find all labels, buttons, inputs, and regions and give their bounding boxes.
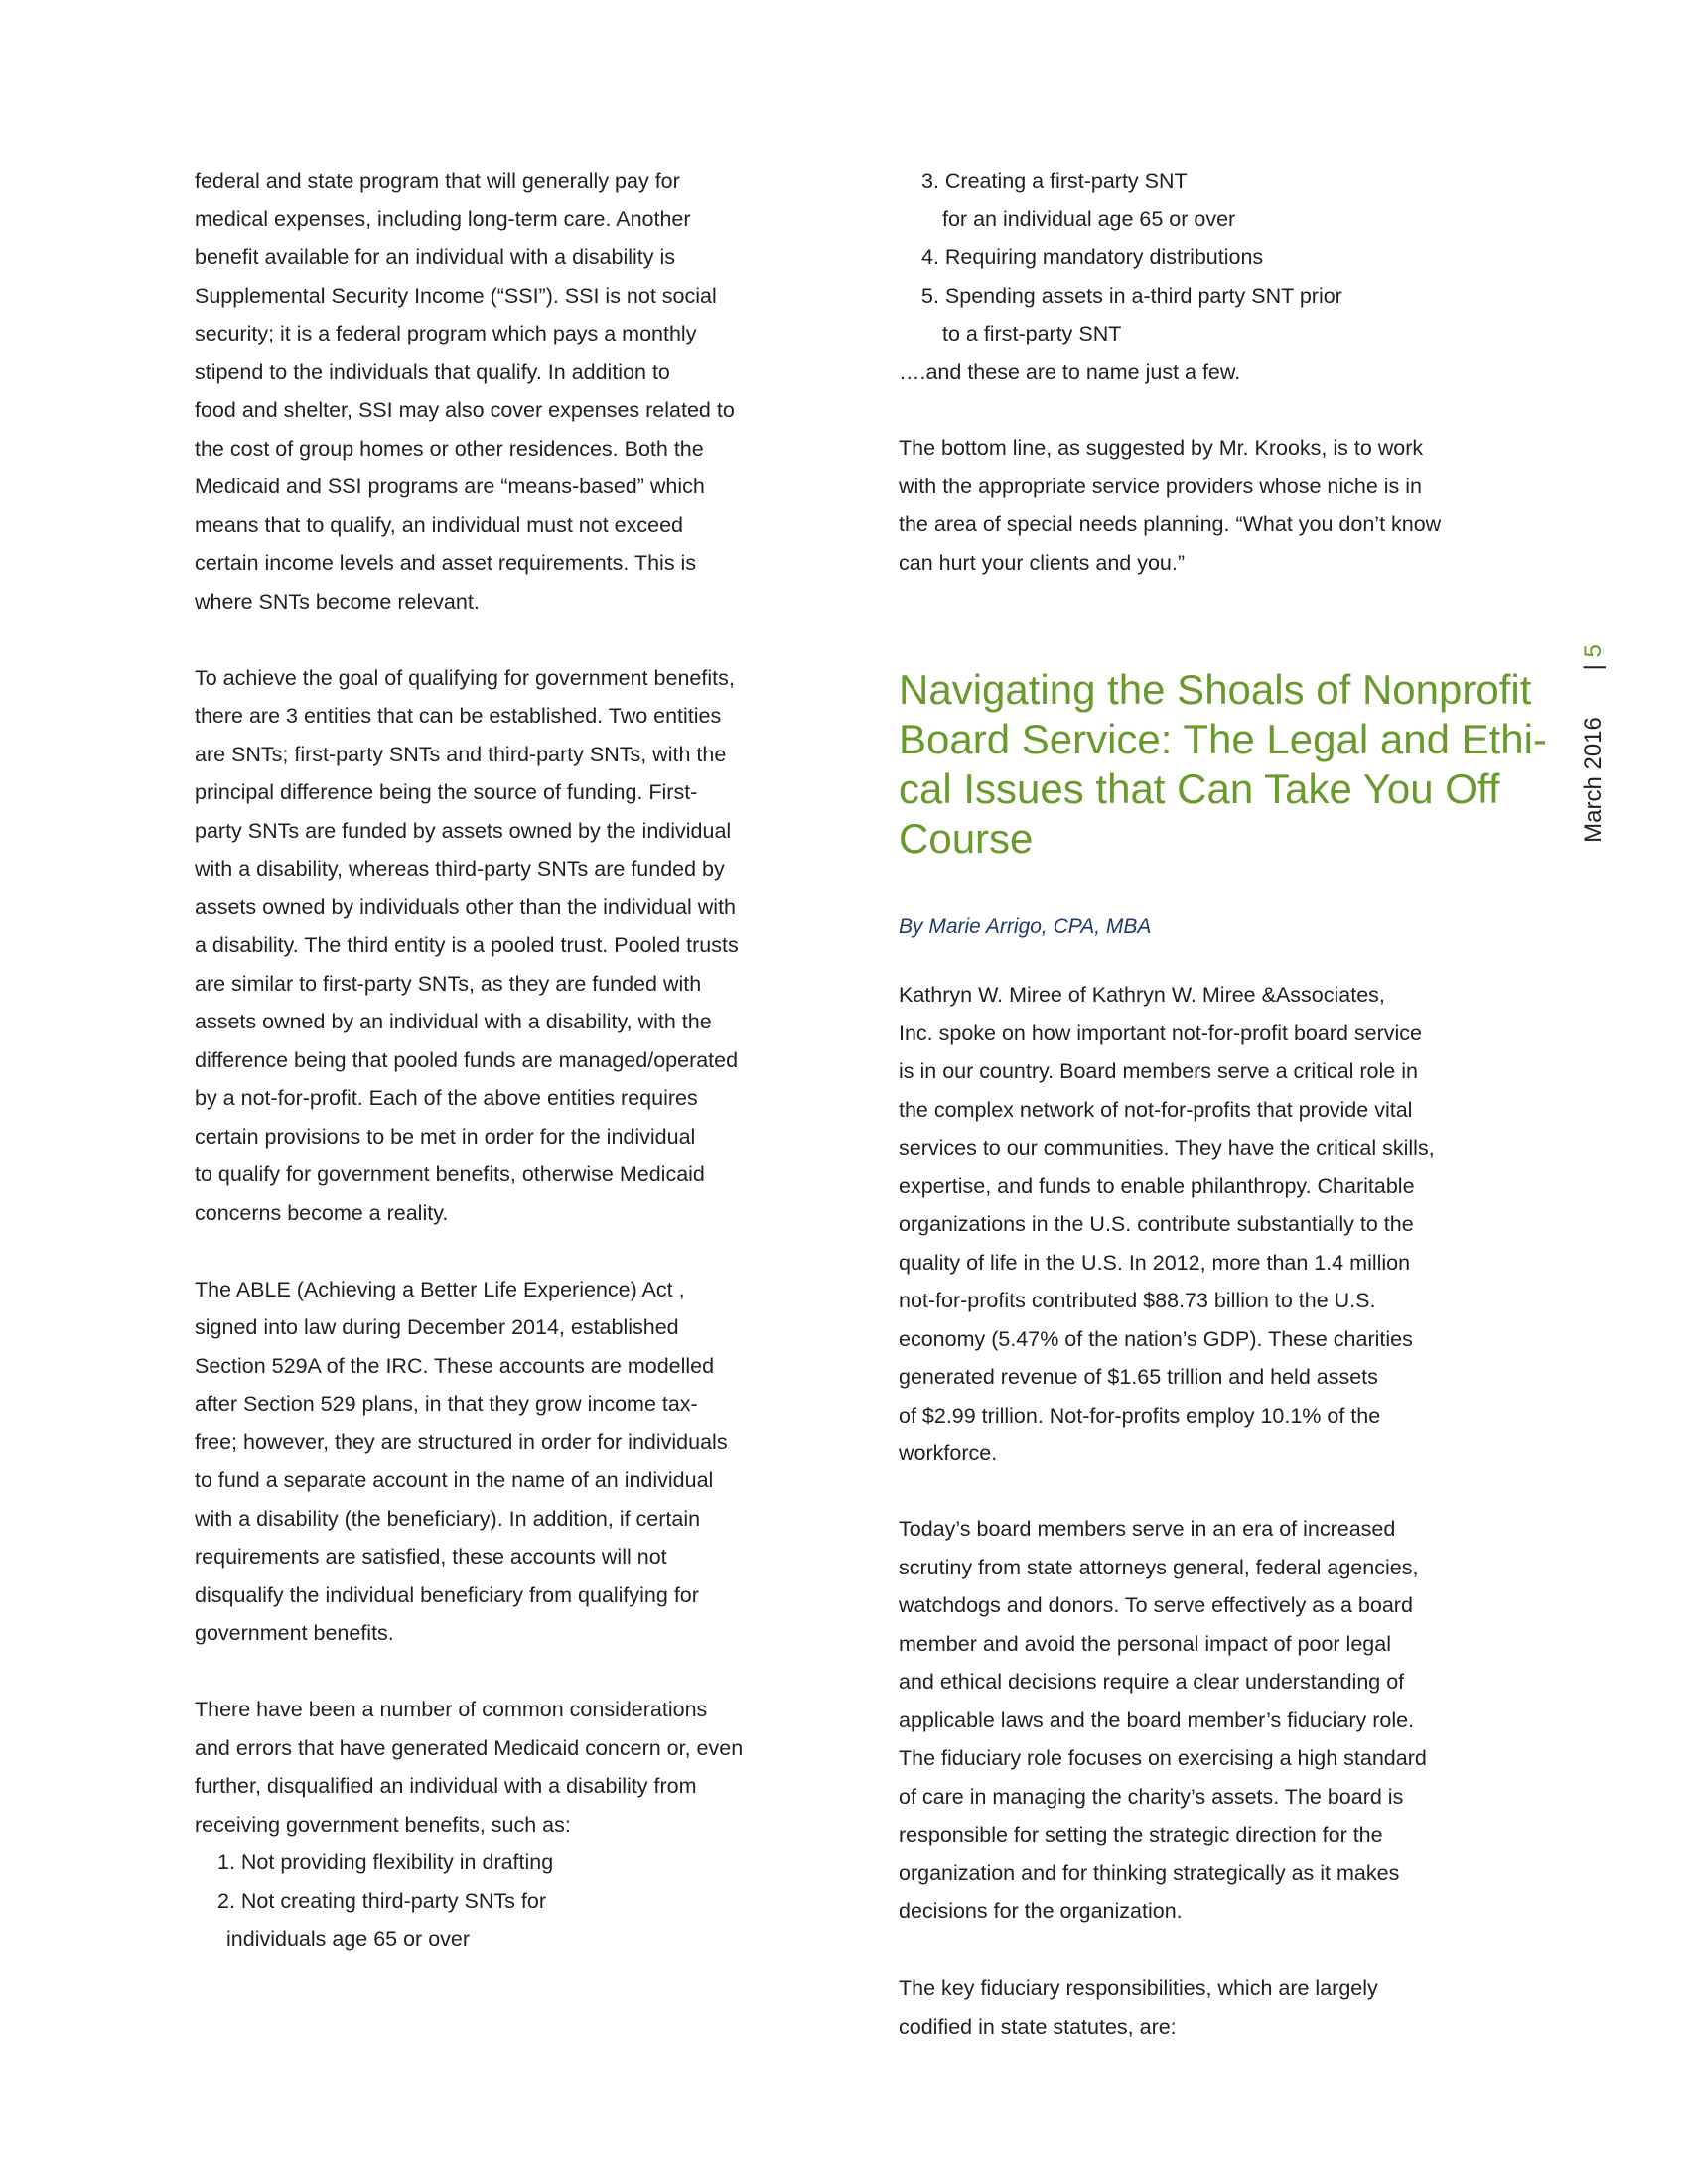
list-item: to a first-party SNT: [942, 322, 1122, 345]
article-title-line: cal Issues that Can Take You Off: [899, 765, 1500, 812]
issue-date: March 2016: [1580, 717, 1607, 843]
left-paragraph-2: [195, 659, 739, 1233]
list-item: 5. Spending assets in a-third party SNT prior: [921, 283, 1342, 308]
article-paragraph-2: [899, 1510, 1427, 1931]
text-line: The bottom line, as suggested by Mr. Krooks, is to work: [899, 436, 1424, 460]
text-line: there are 3 entities that can be established. Two entities: [195, 704, 722, 728]
text-line: of care in managing the charity’s assets. The board is: [899, 1784, 1404, 1809]
text-line: decisions for the organization.: [899, 1899, 1183, 1923]
text-line: to qualify for government benefits, otherwise Medicaid: [195, 1162, 705, 1186]
bottom-line-paragraph: [899, 429, 1441, 582]
text-line: after Section 529 plans, in that they grow income tax-: [195, 1392, 698, 1416]
text-line: stipend to the individuals that qualify. In addition to: [195, 359, 670, 384]
text-line: a disability. The third entity is a pooled trust. Pooled trusts: [195, 933, 739, 957]
text-line: are similar to first-party SNTs, as they are funded with: [195, 971, 702, 996]
left-paragraph-4: [195, 1691, 743, 1843]
text-line: scrutiny from state attorneys general, federal agencies,: [899, 1555, 1419, 1579]
text-line: benefit available for an individual with a disability is: [195, 245, 676, 269]
text-line: watchdogs and donors. To serve effectively as a board: [899, 1593, 1413, 1617]
text-line: There have been a number of common considerations: [195, 1698, 708, 1721]
article-paragraph-3: [899, 1970, 1378, 2046]
text-line: requirements are satisfied, these accounts will not: [195, 1545, 667, 1569]
text-line: economy (5.47% of the nation’s GDP). These charities: [899, 1326, 1413, 1351]
text-line: Section 529A of the IRC. These accounts are modelled: [195, 1353, 715, 1378]
left-paragraph-3: [195, 1271, 728, 1653]
list-item: for an individual age 65 or over: [942, 206, 1236, 231]
article-title-line: Course: [899, 815, 1034, 862]
text-line: Medicaid and SSI programs are “means-based” which: [195, 475, 705, 498]
text-line: codified in state statutes, are:: [899, 2014, 1177, 2039]
text-line: by a not-for-profit. Each of the above entities requires: [195, 1086, 698, 1110]
text-line: assets owned by an individual with a disability, with the: [195, 1010, 712, 1033]
separator: |: [1580, 664, 1607, 671]
text-line: certain provisions to be met in order for the individual: [195, 1124, 696, 1149]
text-line: organizations in the U.S. contribute substantially to the: [899, 1212, 1414, 1236]
text-line: workforce.: [899, 1441, 998, 1465]
text-line: government benefits.: [195, 1621, 394, 1645]
text-line: concerns become a reality.: [195, 1200, 449, 1225]
text-line: member and avoid the personal impact of poor legal: [899, 1631, 1391, 1656]
article-title-line: Navigating the Shoals of Nonprofit: [899, 666, 1532, 713]
text-line: principal difference being the source of funding. First-: [195, 780, 698, 804]
text-line: party SNTs are funded by assets owned by the individual: [195, 818, 732, 843]
text-line: security; it is a federal program which pays a monthly: [195, 322, 697, 345]
text-line: difference being that pooled funds are managed/operated: [195, 1047, 739, 1072]
list-item: ….and these are to name just a few.: [899, 359, 1241, 384]
text-line: The key fiduciary responsibilities, which are largely: [899, 1977, 1378, 2000]
text-line: applicable laws and the board member’s fiduciary role.: [899, 1707, 1415, 1732]
text-line: and errors that have generated Medicaid concern or, even: [195, 1735, 744, 1760]
text-line: means that to qualify, an individual must not exceed: [195, 512, 684, 537]
article-title-line: Board Service: The Legal and Ethi-: [899, 716, 1547, 762]
issue-date-page-label: [1580, 614, 1608, 873]
right-numbered-list: [899, 162, 1342, 391]
text-line: responsible for setting the strategic direction for the: [899, 1823, 1383, 1846]
text-line: assets owned by individuals other than the individual with: [195, 894, 736, 919]
text-line: are SNTs; first-party SNTs and third-party SNTs, with the: [195, 742, 727, 766]
text-line: certain income levels and asset requirements. This is: [195, 551, 697, 575]
text-line: federal and state program that will generally pay for: [195, 169, 680, 193]
list-item: 2. Not creating third-party SNTs for: [217, 1888, 546, 1913]
text-line: the complex network of not-for-profits that provide vital: [899, 1097, 1413, 1122]
text-line: signed into law during December 2014, established: [195, 1315, 679, 1339]
text-line: of $2.99 trillion. Not-for-profits employ 10.1% of the: [899, 1403, 1381, 1428]
text-line: organization and for thinking strategically as it makes: [899, 1860, 1400, 1885]
text-line: Today’s board members serve in an era of increased: [899, 1517, 1396, 1541]
text-line: the cost of group homes or other residences. Both the: [195, 436, 704, 461]
text-line: The ABLE (Achieving a Better Life Experience) Act ,: [195, 1277, 685, 1301]
list-item: 3. Creating a first-party SNT: [921, 169, 1188, 193]
text-line: the area of special needs planning. “What you don’t know: [899, 512, 1442, 536]
page-number: 5: [1580, 644, 1607, 658]
text-line: The fiduciary role focuses on exercising a high standard: [899, 1746, 1427, 1770]
text-line: where SNTs become relevant.: [195, 589, 480, 614]
text-line: receiving government benefits, such as:: [195, 1812, 571, 1837]
text-line: free; however, they are structured in order for individuals: [195, 1430, 728, 1454]
text-line: can hurt your clients and you.”: [899, 550, 1186, 575]
left-paragraph-1: [195, 162, 735, 620]
text-line: services to our communities. They have the critical skills,: [899, 1136, 1435, 1160]
text-line: is in our country. Board members serve a critical role in: [899, 1059, 1418, 1083]
list-item: individuals age 65 or over: [226, 1927, 471, 1951]
list-item: 1. Not providing flexibility in drafting: [217, 1850, 554, 1874]
text-line: with a disability, whereas third-party SNTs are funded by: [195, 857, 725, 881]
text-line: not-for-profits contributed $88.73 billion to the U.S.: [899, 1289, 1376, 1312]
article-paragraph-1: [899, 976, 1435, 1473]
text-line: quality of life in the U.S. In 2012, more than 1.4 million: [899, 1250, 1411, 1275]
text-line: with the appropriate service providers whose niche is in: [899, 474, 1423, 498]
text-line: Kathryn W. Miree of Kathryn W. Miree &Associates,: [899, 983, 1385, 1007]
text-line: medical expenses, including long-term care. Another: [195, 206, 691, 231]
left-numbered-list: [195, 1843, 553, 1959]
text-line: with a disability (the beneficiary). In addition, if certain: [195, 1506, 701, 1531]
text-line: food and shelter, SSI may also cover expenses related to: [195, 398, 735, 422]
text-line: To achieve the goal of qualifying for government benefits,: [195, 665, 735, 690]
text-line: generated revenue of $1.65 trillion and held assets: [899, 1365, 1378, 1389]
text-line: disqualify the individual beneficiary from qualifying for: [195, 1582, 699, 1607]
text-line: expertise, and funds to enable philanthropy. Charitable: [899, 1173, 1415, 1198]
text-line: and ethical decisions require a clear understanding of: [899, 1670, 1405, 1694]
text-line: Inc. spoke on how important not-for-profit board service: [899, 1021, 1423, 1045]
text-line: Supplemental Security Income (“SSI”). SSI is not social: [195, 283, 717, 308]
list-item: 4. Requiring mandatory distributions: [921, 245, 1264, 269]
text-line: further, disqualified an individual with a disability from: [195, 1774, 697, 1798]
text-line: to fund a separate account in the name of an individual: [195, 1468, 714, 1492]
article-byline: By Marie Arrigo, CPA, MBA: [899, 915, 1152, 938]
article-title: [899, 665, 1547, 864]
